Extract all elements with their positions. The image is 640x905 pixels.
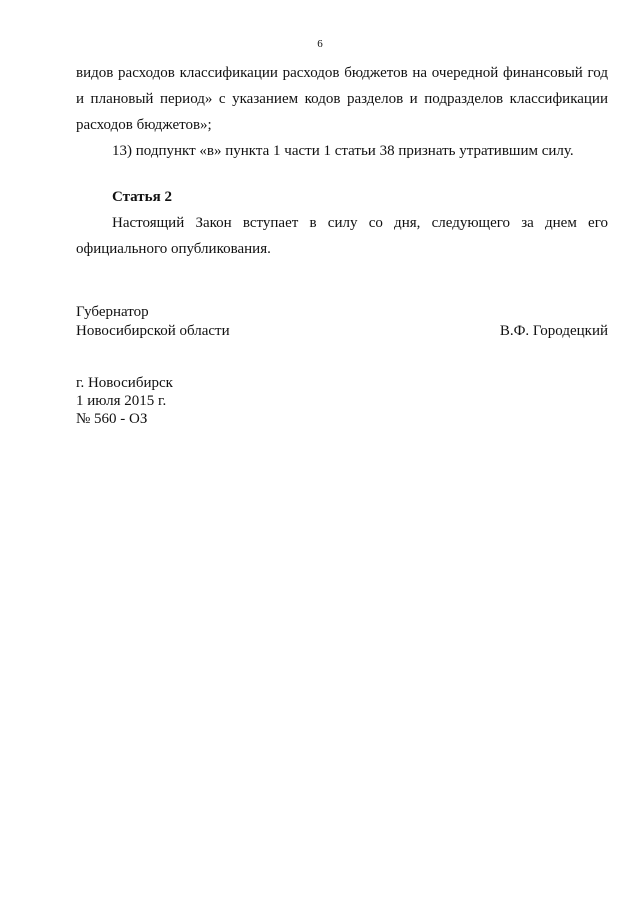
paragraph-continuation: видов расходов классификации расходов бюджетов на очередной финансовый год и плановый период» с указанием кодов разделов и подразделов классификации расходов бюджетов»; (76, 65, 608, 133)
place-date-block (76, 374, 376, 428)
paragraph-item-13: 13) подпункт «в» пункта 1 части 1 статьи 38 признать утратившим силу. (112, 143, 574, 159)
signature-row (76, 322, 608, 341)
city: г. Новосибирск (76, 375, 173, 391)
signature-block (76, 303, 608, 341)
law-number: № 560 - ОЗ (76, 411, 148, 427)
signer-name: В.Ф. Городецкий (499, 323, 608, 339)
article-2-text: Настоящий Закон вступает в силу со дня, следующего за днем его официального опубликования. (76, 215, 608, 257)
signer-position-line2: Новосибирской области (76, 323, 230, 339)
signer-position-line1: Губернатор (76, 304, 149, 320)
page-number: 6 (317, 38, 323, 50)
date: 1 июля 2015 г. (76, 393, 167, 409)
article-2-title: Статья 2 (112, 189, 172, 205)
document-body (76, 60, 608, 262)
